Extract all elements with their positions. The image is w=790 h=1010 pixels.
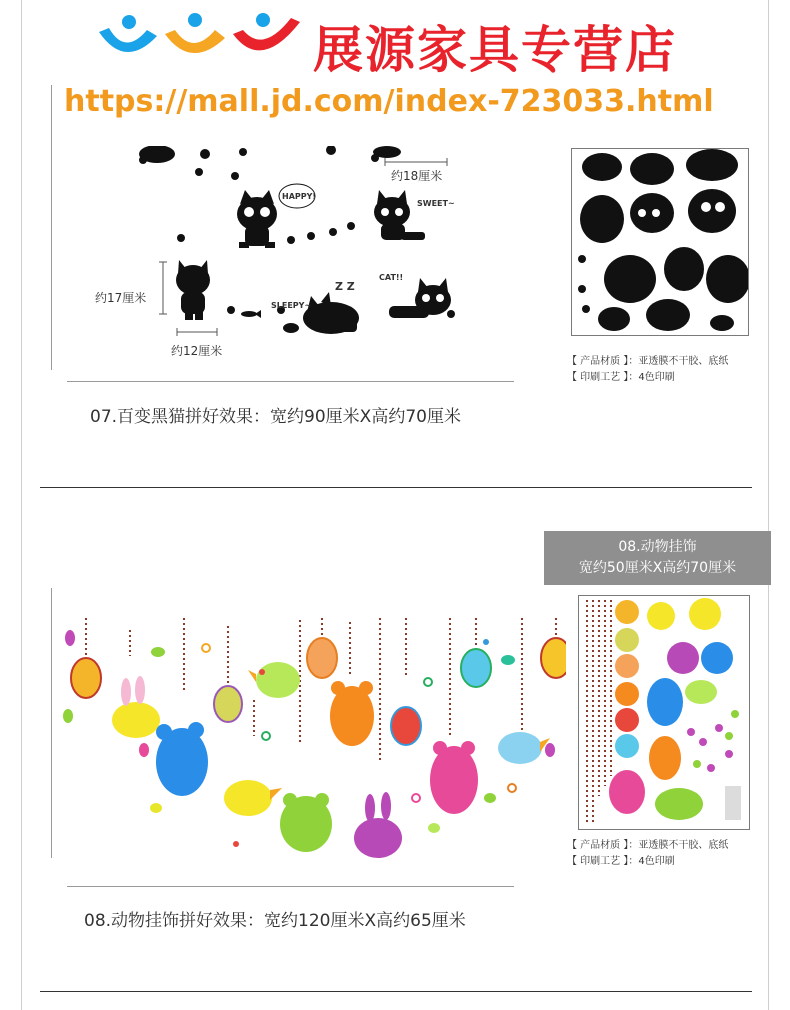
sleepy-text: SLEEPY~ bbox=[271, 301, 312, 310]
standing-cat-icon bbox=[176, 260, 210, 320]
happy-cat-icon bbox=[237, 190, 277, 248]
cat-sticker-sheet bbox=[571, 148, 749, 336]
happy-bubble-text: HAPPY! bbox=[282, 192, 317, 201]
section-1-caption-rule bbox=[67, 381, 514, 382]
green-bird-icon bbox=[248, 662, 300, 698]
page-frame-left bbox=[21, 0, 22, 1010]
green-bear-icon bbox=[280, 793, 332, 852]
dim-label-12cm: 约12厘米 bbox=[171, 344, 223, 356]
section-divider-2 bbox=[40, 991, 752, 992]
product-tag-08 bbox=[544, 531, 771, 585]
store-logo-icon bbox=[95, 8, 310, 70]
store-banner[interactable] bbox=[95, 6, 775, 79]
easter-egg-icon bbox=[541, 638, 566, 678]
section-2-caption-rule bbox=[67, 886, 514, 887]
yellow-bunny-icon bbox=[112, 676, 160, 738]
sweet-text: SWEET~ bbox=[417, 199, 455, 208]
fish-icon bbox=[241, 310, 299, 333]
easter-egg-icon bbox=[391, 707, 421, 745]
animal-sheet-icon bbox=[579, 596, 749, 829]
spec-material-07: 【 产品材质 】：亚透膜不干胶、底纸 bbox=[567, 356, 729, 367]
orange-bear-icon bbox=[330, 681, 374, 746]
spec-print-08: 【 印刷工艺 】：4色印刷 bbox=[567, 856, 675, 867]
dim-label-18cm: 约18厘米 bbox=[391, 169, 443, 183]
zz-text: Z Z bbox=[335, 280, 355, 293]
section-2-left-rule bbox=[51, 588, 52, 858]
easter-egg-icon bbox=[307, 638, 337, 678]
caption-08: 08.动物挂饰拼好效果：宽约120厘米X高约65厘米 bbox=[84, 911, 466, 931]
purple-bunny-icon bbox=[354, 792, 402, 858]
easter-egg-icon bbox=[71, 658, 101, 698]
easter-egg-icon bbox=[461, 649, 491, 687]
tag-size-08: 宽约50厘米X高约70厘米 bbox=[578, 560, 737, 576]
spec-material-08: 【 产品材质 】：亚透膜不干胶、底纸 bbox=[567, 840, 729, 851]
animal-sticker-sheet bbox=[578, 595, 750, 830]
caption-07: 07.百变黑猫拼好效果：宽约90厘米X高约70厘米 bbox=[90, 407, 461, 427]
store-name: 展源家具专营店 bbox=[313, 21, 677, 79]
dim-label-17cm: 约17厘米 bbox=[95, 291, 147, 305]
pink-bear-icon bbox=[430, 741, 478, 814]
easter-egg-icon bbox=[214, 686, 242, 722]
page-frame-right bbox=[768, 0, 769, 1010]
section-1-left-rule bbox=[51, 85, 52, 370]
black-cat-scene bbox=[85, 146, 465, 356]
blue-bird-icon bbox=[498, 732, 550, 764]
store-url-link[interactable]: https://mall.jd.com/index-723033.html bbox=[64, 84, 714, 119]
section-divider-1 bbox=[40, 487, 752, 488]
blue-bear-icon bbox=[156, 722, 208, 796]
spec-print-07: 【 印刷工艺 】：4色印刷 bbox=[567, 372, 675, 383]
cat-sheet-icon bbox=[572, 149, 748, 335]
yellow-bird-icon bbox=[224, 780, 282, 816]
animal-hanger-scene bbox=[56, 612, 566, 877]
tag-title-08: 08.动物挂饰 bbox=[618, 539, 697, 555]
cat-text: CAT!! bbox=[379, 273, 404, 282]
sleepy-cat-icon bbox=[303, 292, 359, 334]
